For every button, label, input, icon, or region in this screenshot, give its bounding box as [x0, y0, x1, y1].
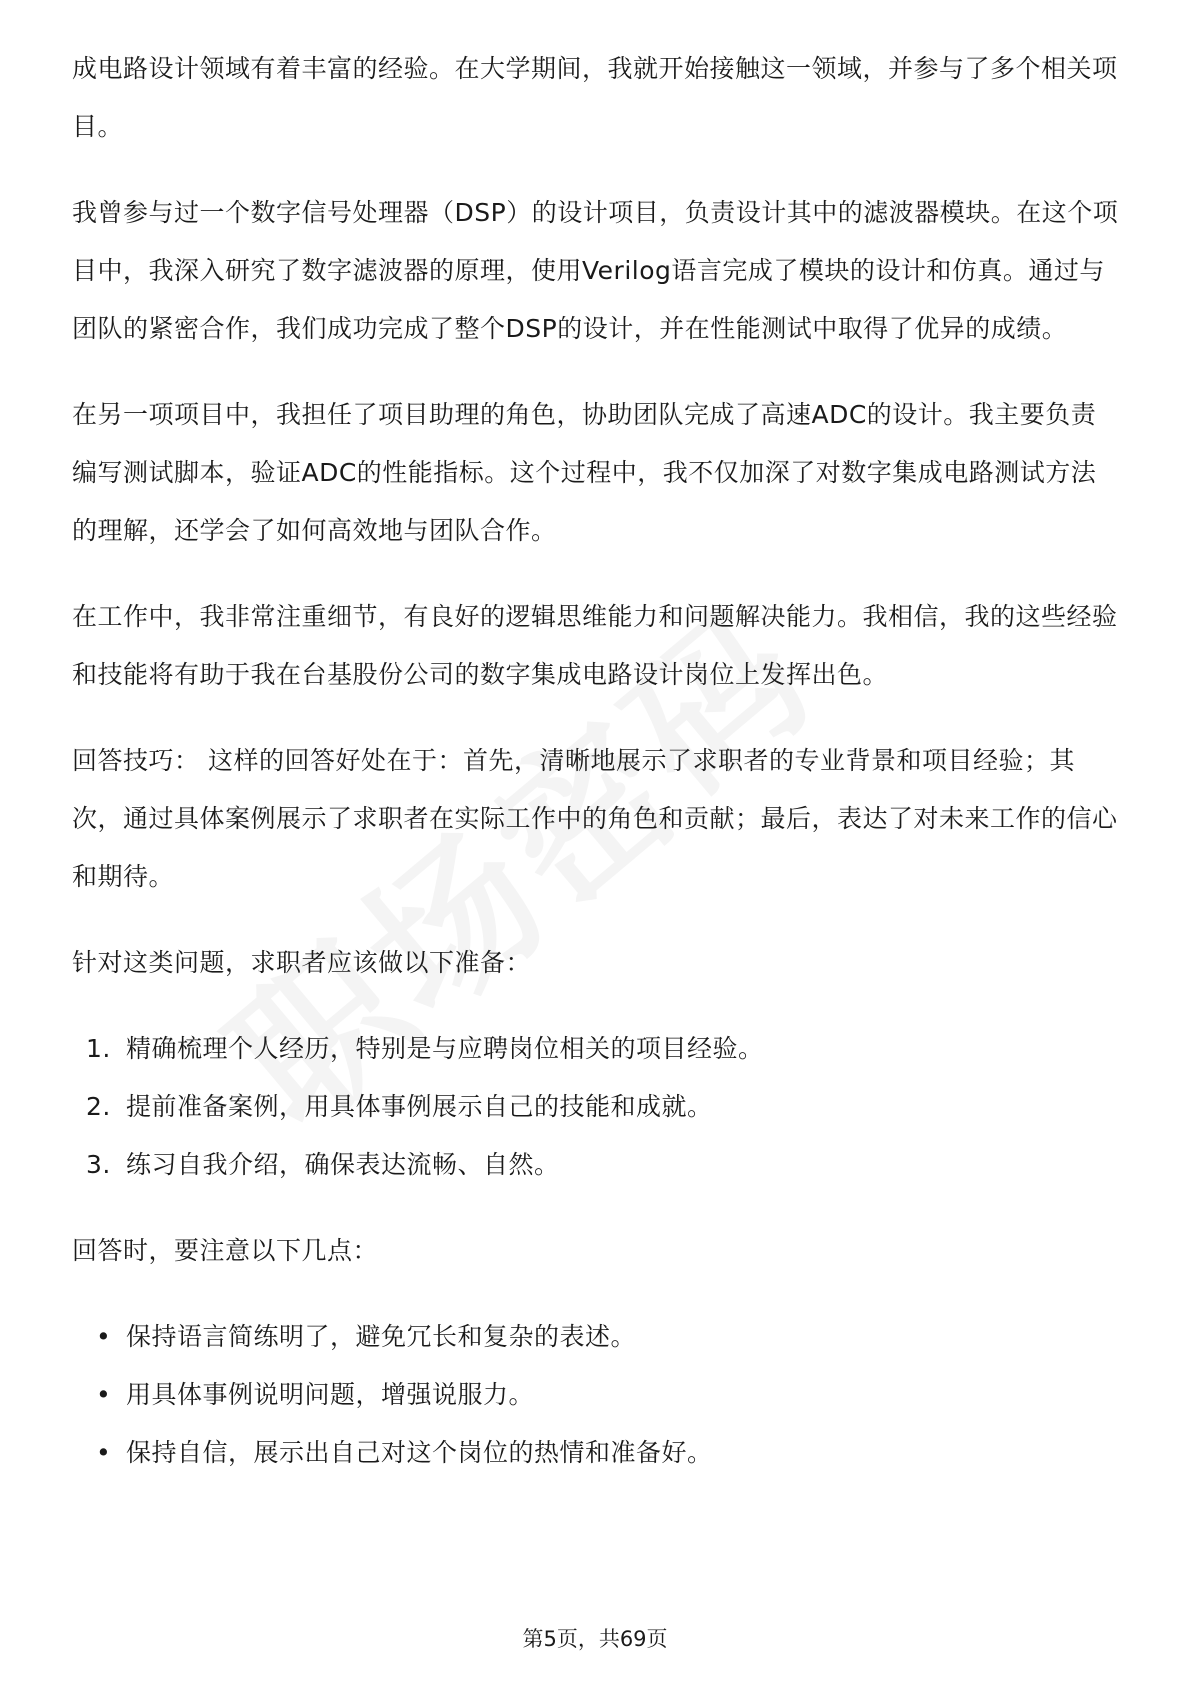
- paragraph-adc-project: 在另一项项目中，我担任了项目助理的角色，协助团队完成了高速ADC的设计。我主要负责编写测试脚本，验证ADC的性能指标。这个过程中，我不仅加深了对数字集成电路测试方法的理解，还学会了如何高效地与团队合作。: [72, 400, 1097, 545]
- list-item-text: 练习自我介绍，确保表达流畅、自然。: [126, 1150, 560, 1179]
- bullet-icon: •: [96, 1438, 112, 1467]
- list-item: [72, 1136, 1120, 1194]
- paragraph-experience-intro: 成电路设计领域有着丰富的经验。在大学期间，我就开始接触这一领域，并参与了多个相关项目。: [72, 54, 1118, 141]
- list-item-text: 保持语言简练明了，避免冗长和复杂的表述。: [126, 1322, 637, 1351]
- bullet-icon: •: [96, 1380, 112, 1409]
- paragraph-dsp-project: 我曾参与过一个数字信号处理器（DSP）的设计项目，负责设计其中的滤波器模块。在这个项目中，我深入研究了数字滤波器的原理，使用Verilog语言完成了模块的设计和仿真。通过与团队的紧密合作，我们成功完成了整个DSP的设计，并在性能测试中取得了优异的成绩。: [72, 198, 1119, 343]
- list-item: [72, 1366, 1120, 1424]
- paragraph-answer-tips: 回答技巧： 这样的回答好处在于：首先，清晰地展示了求职者的专业背景和项目经验；其次，通过具体案例展示了求职者在实际工作中的角色和贡献；最后，表达了对未来工作的信心和期待。: [72, 746, 1118, 891]
- paragraph-work-attitude: 在工作中，我非常注重细节，有良好的逻辑思维能力和问题解决能力。我相信，我的这些经验和技能将有助于我在台基股份公司的数字集成电路设计岗位上发挥出色。: [72, 602, 1118, 689]
- list-number: 2.: [86, 1092, 111, 1121]
- list-item-text: 精确梳理个人经历，特别是与应聘岗位相关的项目经验。: [126, 1034, 764, 1063]
- list-item: [72, 1308, 1120, 1366]
- list-item: [72, 1020, 1120, 1078]
- bullet-icon: •: [96, 1322, 112, 1351]
- list-number: 1.: [86, 1034, 111, 1063]
- list-item-text: 提前准备案例，用具体事例展示自己的技能和成就。: [126, 1092, 713, 1121]
- list-number: 3.: [86, 1150, 111, 1179]
- numbered-list: [72, 1020, 1120, 1194]
- list-item-text: 用具体事例说明问题，增强说服力。: [126, 1380, 535, 1409]
- document-page: [72, 40, 1120, 1510]
- paragraph-preparation-intro: 针对这类问题，求职者应该做以下准备：: [72, 948, 532, 977]
- list-item-text: 保持自信，展示出自己对这个岗位的热情和准备好。: [126, 1438, 713, 1467]
- paragraph-closing-intro: 回答时，要注意以下几点：: [72, 1236, 379, 1265]
- page-number: 第5页，共69页: [522, 1627, 668, 1651]
- bullet-list: [72, 1308, 1120, 1482]
- list-item: [72, 1424, 1120, 1482]
- list-item: [72, 1078, 1120, 1136]
